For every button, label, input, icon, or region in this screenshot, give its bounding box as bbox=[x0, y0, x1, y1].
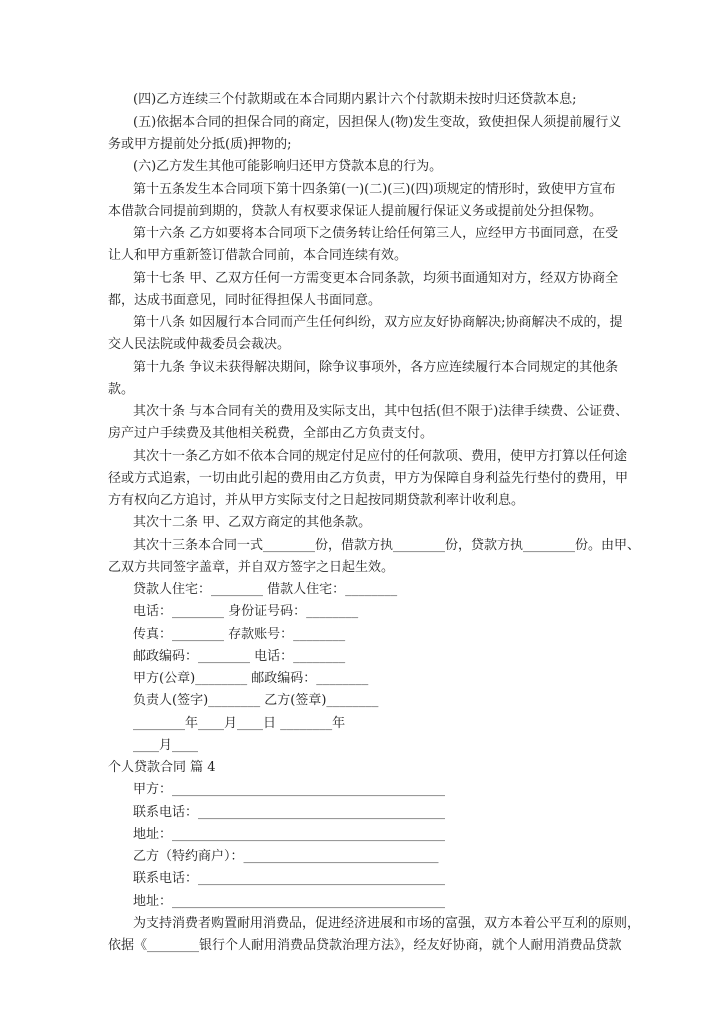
text-line: 联系电话：______________________________________ bbox=[133, 871, 446, 886]
text-line: 第十六条 乙方如要将本合同项下之债务转让给任何第三人，应经甲方书面同意，在受 bbox=[133, 226, 619, 241]
text-line: 务或甲方提前处分抵(质)押物的; bbox=[108, 137, 292, 152]
text-line: 乙双方共同签字盖章，并自双方签字之日起生效。 bbox=[108, 560, 395, 575]
text-line: 第十五条发生本合同项下第十四条第(一)(二)(三)(四)项规定的情形时，致使甲方宣布 bbox=[133, 182, 616, 197]
text-line: 联系电话：______________________________________ bbox=[133, 805, 446, 820]
text-line: ____月____ bbox=[133, 738, 199, 753]
text-line: 其次十二条 甲、乙双方商定的其他条款。 bbox=[133, 515, 372, 530]
text-line: 交人民法院或仲裁委员会裁决。 bbox=[108, 337, 291, 352]
text-line: (六)乙方发生其他可能影响归还甲方贷款本息的行为。 bbox=[133, 159, 443, 174]
text-line: 贷款人住宅：________ 借款人住宅：________ bbox=[133, 582, 398, 597]
text-line: 第十八条 如因履行本合同而产生任何纠纷，双方应友好协商解决;协商解决不成的，提 bbox=[133, 315, 623, 330]
text-line: 其次十一条乙方如不依本合同的规定付足应付的任何款项、费用，使甲方打算以任何途 bbox=[133, 449, 628, 464]
text-line: (四)乙方连续三个付款期或在本合同期内累计六个付款期未按时归还贷款本息; bbox=[133, 92, 577, 107]
text-line: 都，达成书面意见，同时征得担保人书面同意。 bbox=[108, 293, 382, 308]
text-line: 甲方(公章)________ 邮政编码：________ bbox=[133, 671, 369, 686]
text-line: 第十九条 争议未获得解决期间，除争议事项外，各方应连续履行本合同规定的其他条 bbox=[133, 360, 619, 375]
text-line: 款。 bbox=[108, 382, 135, 397]
text-line: (五)依据本合同的担保合同的商定，因担保人(物)发生变故，致使担保人须提前履行义 bbox=[133, 115, 622, 130]
text-line: 电话：________ 身份证号码：________ bbox=[133, 604, 359, 619]
text-line: 第十七条 甲、乙双方任何一方需变更本合同条款，均须书面通知对方，经双方协商全 bbox=[133, 271, 619, 286]
text-line: 房产过户手续费及其他相关税费，全部由乙方负责支付。 bbox=[108, 426, 434, 441]
text-line: 负责人(签字)________ 乙方(签章)________ bbox=[133, 693, 379, 708]
text-line: 方有权向乙方追讨，并从甲方实际支付之日起按同期贷款利率计收利息。 bbox=[108, 493, 525, 508]
text-line: 甲方：__________________________________________ bbox=[133, 782, 446, 797]
text-line: 让人和甲方重新签订借款合同前，本合同连续有效。 bbox=[108, 248, 408, 263]
text-line: 其次十三条本合同一式________份，借款方执________份，贷款方执________份。由甲、 bbox=[133, 538, 641, 553]
text-line: 其次十条 与本合同有关的费用及实际支出，其中包括(但不限于)法律手续费、公证费、 bbox=[133, 404, 629, 419]
text-line: 径或方式追索，一切由此引起的费用由乙方负责，甲方为保障自身利益先行垫付的费用，甲 bbox=[108, 471, 629, 486]
text-line: 地址：__________________________________________ bbox=[133, 894, 446, 909]
text-line: 邮政编码：________ 电话：________ bbox=[133, 649, 346, 664]
text-line: 地址：__________________________________________ bbox=[133, 827, 446, 842]
text-line: 乙方（特约商户）：______________________________ bbox=[133, 849, 439, 864]
text-line: 依据《________银行个人耐用消费品贷款治理方法》，经友好协商，就个人耐用消费品贷款 bbox=[108, 938, 622, 953]
text-line: 本借款合同提前到期的，贷款人有权要求保证人提前履行保证义务或提前处分担保物。 bbox=[108, 204, 603, 219]
section-heading: 个人贷款合同 篇 4 bbox=[108, 760, 216, 775]
text-line: 为支持消费者购置耐用消费品，促进经济进展和市场的富强，双方本着公平互利的原则， bbox=[133, 916, 641, 931]
text-line: 传真：________ 存款账号：________ bbox=[133, 627, 346, 642]
text-line: ________年____月____日 ________年 bbox=[133, 716, 346, 731]
